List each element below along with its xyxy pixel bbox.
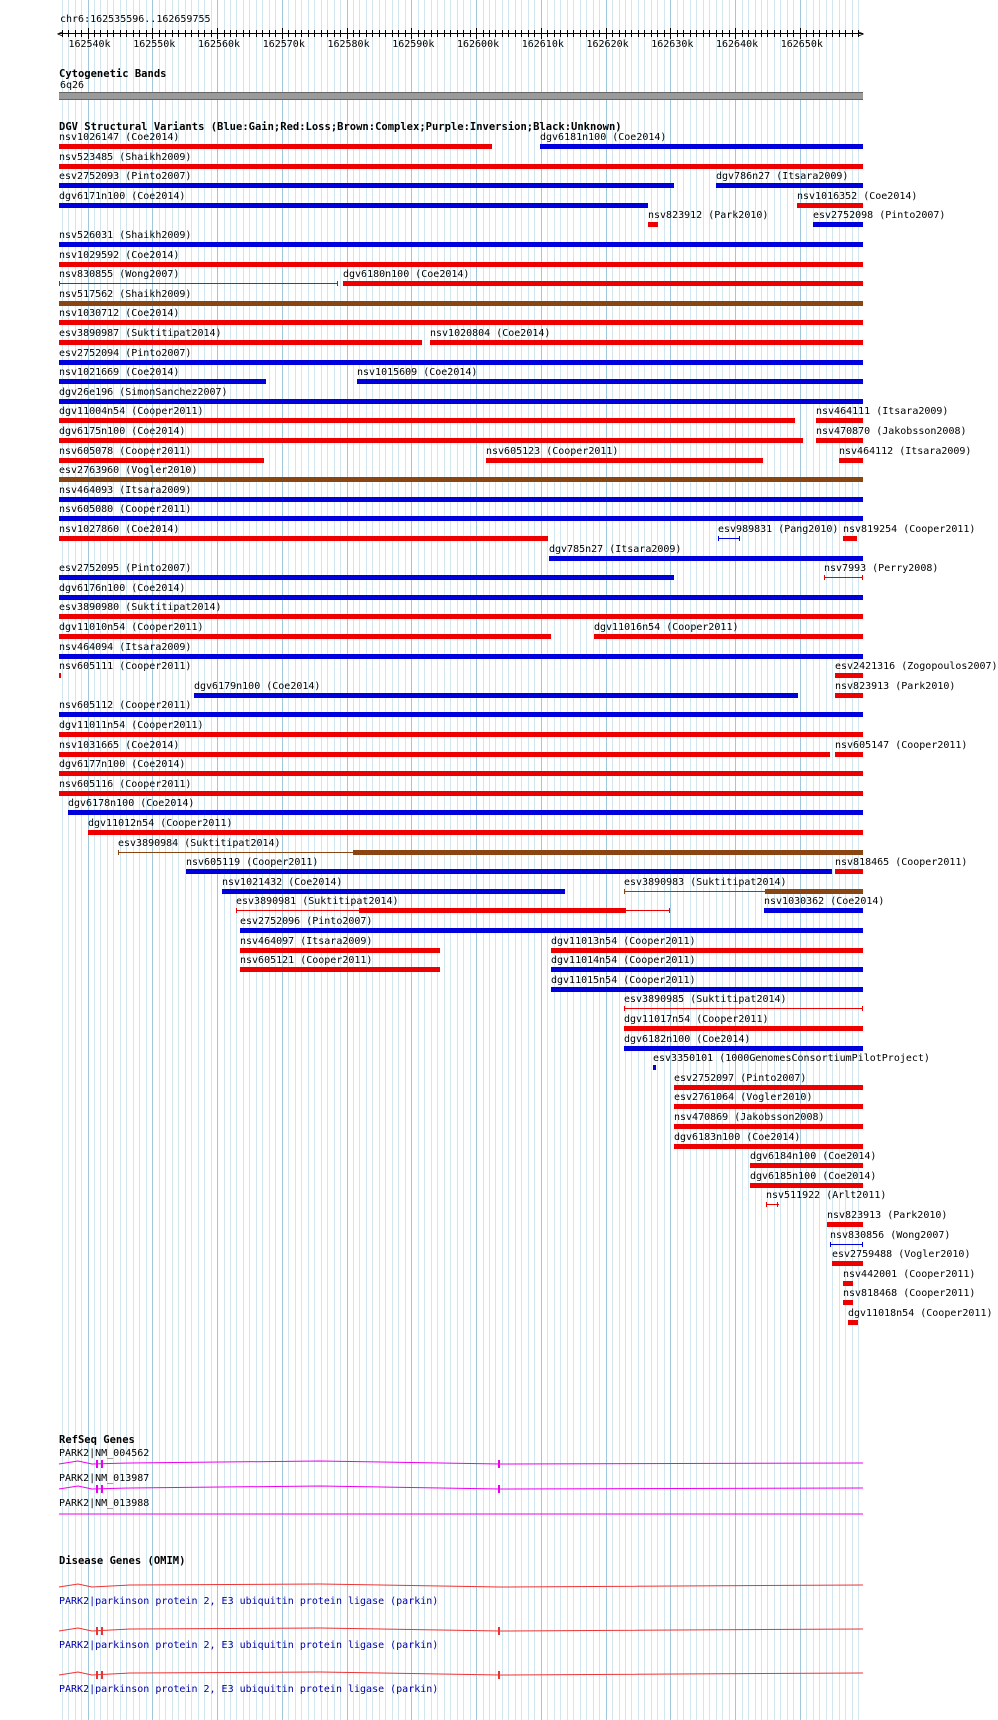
variant-bar-loss[interactable]: [59, 634, 551, 639]
variant-label: esv2752094 (Pinto2007): [59, 347, 192, 359]
variant-bar-loss[interactable]: [750, 1183, 863, 1188]
variant-bar-complex[interactable]: [59, 301, 863, 306]
position-ruler[interactable]: [0, 24, 890, 48]
variant-label: nsv605121 (Cooper2011): [240, 955, 373, 967]
ruler-left-arrow-icon: <: [57, 29, 64, 40]
variant-bar-loss[interactable]: [59, 614, 863, 619]
variant-label: esv989831 (Pang2010): [718, 524, 839, 535]
refseq-gene-label: PARK2|NM_013988: [59, 1498, 150, 1509]
variant-bar-loss[interactable]: [59, 144, 492, 149]
variant-label: esv2752097 (Pinto2007): [674, 1072, 807, 1084]
variant-bar-loss[interactable]: [750, 1163, 863, 1168]
variant-label: nsv517562 (Shaikh2009): [59, 288, 192, 300]
variant-bar-loss[interactable]: [551, 948, 863, 953]
track-title-cytogenetic-bands[interactable]: Cytogenetic Bands: [59, 68, 167, 80]
omim-gene-model[interactable]: [0, 1666, 890, 1682]
refseq-gene-model[interactable]: [0, 1481, 890, 1497]
variant-bar-loss[interactable]: [674, 1124, 863, 1129]
variant-label: esv3890987 (Suktitipat2014): [59, 328, 222, 339]
variant-bar-loss[interactable]: [59, 164, 863, 169]
ruler-tick-label: 162620k: [586, 39, 629, 50]
intron-line: [59, 1486, 863, 1489]
variant-bar-end-cap[interactable]: [236, 908, 237, 913]
variant-bar-gain[interactable]: [59, 497, 863, 502]
exon-block: [498, 1460, 500, 1468]
intron-line: [59, 1461, 863, 1464]
variant-bar-gain[interactable]: [59, 399, 863, 404]
ruler-tick-label: 162560k: [197, 39, 241, 50]
ruler-tick-label: 162640k: [715, 39, 759, 50]
exon-block: [96, 1627, 98, 1635]
variant-label: nsv1027860 (Coe2014): [59, 524, 180, 535]
variant-label: esv2421316 (Zogopoulos2007): [835, 661, 998, 673]
variant-bar-gain[interactable]: [194, 693, 798, 698]
variant-label: nsv818468 (Cooper2011): [843, 1288, 976, 1300]
variant-bar-loss[interactable]: [843, 1300, 853, 1305]
variant-label: nsv1016352 (Coe2014): [797, 190, 918, 202]
variant-label: nsv605147 (Cooper2011): [835, 739, 968, 751]
variant-bar-gain[interactable]: [549, 556, 863, 561]
variant-label: esv2763960 (Vogler2010): [59, 465, 198, 477]
variant-label: nsv605116 (Cooper2011): [59, 778, 192, 790]
variant-bar-gain[interactable]: [357, 379, 863, 384]
variant-bar-gain[interactable]: [653, 1065, 656, 1070]
variant-bar-end-cap[interactable]: [830, 1242, 831, 1247]
variant-bar-loss[interactable]: [59, 262, 863, 267]
variant-bar-complex[interactable]: [118, 852, 353, 853]
variant-bar-loss[interactable]: [88, 830, 863, 835]
variant-label: dgv11017n54 (Cooper2011): [624, 1014, 769, 1025]
variant-bar-loss[interactable]: [240, 967, 440, 972]
variant-bar-complex[interactable]: [59, 477, 863, 482]
variant-label: dgv786n27 (Itsara2009): [716, 171, 849, 183]
variant-label: nsv823913 (Park2010): [827, 1210, 948, 1221]
cytoband-label: 6q26: [60, 80, 85, 91]
variant-bar-end-cap[interactable]: [766, 1202, 767, 1207]
variant-bar-gain[interactable]: [59, 242, 863, 247]
variant-bar-end-cap[interactable]: [718, 536, 719, 541]
variant-label: dgv6178n100 (Coe2014): [68, 798, 195, 810]
variant-bar-loss[interactable]: [835, 752, 863, 757]
variant-bar-loss[interactable]: [594, 634, 863, 639]
variant-bar-end-cap[interactable]: [862, 575, 863, 580]
variant-label: dgv11014n54 (Cooper2011): [551, 955, 696, 967]
variant-label: nsv442001 (Cooper2011): [843, 1268, 976, 1280]
variant-label: esv2752093 (Pinto2007): [59, 171, 192, 183]
variant-bar-end-cap[interactable]: [60, 673, 61, 678]
variant-bar-loss[interactable]: [674, 1085, 863, 1090]
variant-label: nsv464097 (Itsara2009): [240, 935, 373, 947]
coordinate-title: chr6:162535596..162659755: [60, 14, 211, 25]
variant-bar-loss[interactable]: [816, 418, 863, 423]
variant-bar-loss[interactable]: [816, 438, 863, 443]
variant-label: esv3890985 (Suktitipat2014): [624, 994, 787, 1006]
omim-gene-label[interactable]: PARK2|parkinson protein 2, E3 ubiquitin protein ligase (parkin): [59, 1684, 439, 1695]
variant-label: nsv464094 (Itsara2009): [59, 641, 192, 653]
variant-label: nsv1030362 (Coe2014): [764, 896, 885, 908]
ruler-tick-label: 162650k: [780, 39, 823, 50]
variant-label: nsv464111 (Itsara2009): [816, 406, 949, 418]
variant-bar-loss[interactable]: [827, 1222, 863, 1227]
exon-block: [498, 1627, 500, 1635]
variant-label: nsv1031665 (Coe2014): [59, 739, 180, 751]
variant-label: esv2761064 (Vogler2010): [674, 1092, 813, 1104]
variant-bar-complex[interactable]: [765, 889, 863, 894]
exon-block: [96, 1485, 98, 1493]
variant-bar-gain[interactable]: [813, 222, 863, 227]
variant-bar-loss[interactable]: [843, 1281, 853, 1286]
ruler-right-arrow-icon: >: [858, 29, 865, 40]
variant-bar-gain[interactable]: [59, 516, 863, 521]
variant-label: dgv6184n100 (Coe2014): [750, 1151, 877, 1163]
variant-bar-end-cap[interactable]: [777, 1202, 778, 1207]
variant-bar-loss[interactable]: [835, 673, 863, 678]
variant-label: esv2752095 (Pinto2007): [59, 563, 192, 575]
variant-bar-gain[interactable]: [551, 987, 863, 992]
omim-gene-model[interactable]: [0, 1578, 890, 1594]
ruler-tick-label: 162590k: [392, 39, 435, 50]
variant-label: nsv1029592 (Coe2014): [59, 249, 180, 261]
ruler-tick-label: 162600k: [456, 39, 500, 50]
variant-label: dgv26e196 (SimonSanchez2007): [59, 386, 228, 398]
variant-bar-loss[interactable]: [343, 281, 863, 286]
ruler-tick-label: 162630k: [651, 39, 694, 50]
track-title-refseq-genes[interactable]: RefSeq Genes: [59, 1434, 135, 1446]
variant-label: nsv1021432 (Coe2014): [222, 876, 343, 888]
variant-label: dgv11013n54 (Cooper2011): [551, 935, 696, 947]
omim-gene-label[interactable]: PARK2|parkinson protein 2, E3 ubiquitin protein ligase (parkin): [59, 1640, 439, 1651]
variant-bar-loss[interactable]: [59, 771, 863, 776]
intron-line: [59, 1584, 863, 1587]
variant-bar-gain[interactable]: [718, 538, 740, 539]
refseq-gene-model[interactable]: [0, 1456, 890, 1472]
exon-block: [101, 1627, 103, 1635]
variant-label: dgv11015n54 (Cooper2011): [551, 974, 696, 986]
variant-label: esv2759488 (Vogler2010): [832, 1249, 971, 1261]
variant-label: dgv785n27 (Itsara2009): [549, 543, 682, 555]
variant-bar-loss[interactable]: [359, 908, 626, 913]
variant-bar-loss[interactable]: [59, 458, 264, 463]
variant-label: nsv819254 (Cooper2011): [843, 524, 976, 535]
exon-block: [101, 1485, 103, 1493]
variant-bar-loss[interactable]: [59, 438, 803, 443]
variant-label: nsv7993 (Perry2008): [824, 563, 939, 575]
ruler-tick-label: 162570k: [262, 39, 305, 50]
variant-bar-loss[interactable]: [832, 1261, 863, 1266]
variant-label: dgv11018n54 (Cooper2011): [848, 1308, 993, 1319]
variant-label: esv2752096 (Pinto2007): [240, 916, 373, 927]
variant-bar-loss[interactable]: [59, 752, 830, 757]
variant-bar-loss[interactable]: [648, 222, 658, 227]
variant-label: nsv464112 (Itsara2009): [839, 445, 972, 457]
variant-label: dgv6181n100 (Coe2014): [540, 132, 667, 143]
variant-bar-loss[interactable]: [674, 1104, 863, 1109]
variant-bar-loss[interactable]: [624, 1026, 863, 1031]
variant-bar-gain[interactable]: [764, 908, 863, 913]
track-title-disease-genes[interactable]: Disease Genes (OMIM): [59, 1555, 186, 1567]
variant-label: nsv523485 (Shaikh2009): [59, 151, 192, 163]
exon-block: [498, 1485, 500, 1493]
variant-bar-end-cap[interactable]: [739, 536, 740, 541]
variant-label: nsv1015609 (Coe2014): [357, 367, 478, 379]
variant-label: nsv470869 (Jakobsson2008): [674, 1112, 825, 1123]
variant-label: nsv1030712 (Coe2014): [59, 308, 180, 320]
variant-bar-loss[interactable]: [843, 536, 857, 541]
variant-label: nsv1026147 (Coe2014): [59, 132, 180, 143]
variant-label: dgv11010n54 (Cooper2011): [59, 622, 204, 633]
variant-label: nsv605080 (Cooper2011): [59, 504, 192, 516]
variant-label: dgv6185n100 (Coe2014): [750, 1170, 877, 1182]
variant-bar-loss[interactable]: [839, 458, 863, 463]
variant-label: esv3890984 (Suktitipat2014): [118, 837, 281, 849]
variant-bar-end-cap[interactable]: [118, 850, 119, 855]
variant-bar-end-cap[interactable]: [337, 281, 338, 286]
variant-bar-gain[interactable]: [59, 360, 863, 365]
variant-label: dgv11004n54 (Cooper2011): [59, 406, 204, 418]
exon-block: [101, 1671, 103, 1679]
variant-bar-gain[interactable]: [59, 575, 674, 580]
variant-label: nsv605112 (Cooper2011): [59, 700, 192, 712]
variant-label: nsv605119 (Cooper2011): [186, 857, 319, 869]
exon-block: [101, 1460, 103, 1468]
refseq-gene-label: PARK2|NM_004562: [59, 1448, 150, 1459]
variant-bar-gain[interactable]: [551, 967, 863, 972]
variant-bar-gain[interactable]: [59, 183, 674, 188]
variant-bar-gain[interactable]: [186, 869, 832, 874]
variant-label: dgv6175n100 (Coe2014): [59, 426, 186, 437]
variant-bar-end-cap[interactable]: [59, 281, 60, 286]
variant-label: nsv830856 (Wong2007): [830, 1229, 951, 1241]
variant-bar-end-cap[interactable]: [624, 889, 625, 894]
variant-label: nsv605111 (Cooper2011): [59, 661, 192, 673]
variant-label: nsv470870 (Jakobsson2008): [816, 426, 967, 437]
track-title-dgv-structural-variants[interactable]: DGV Structural Variants (Blue:Gain;Red:Loss;Brown:Complex;Purple:Inversion;Black:Unknown): [59, 121, 622, 133]
variant-bar-gain[interactable]: [59, 595, 863, 600]
variant-bar-loss[interactable]: [59, 791, 863, 796]
variant-label: dgv6183n100 (Coe2014): [674, 1131, 801, 1143]
variant-bar-gain[interactable]: [222, 889, 565, 894]
exon-block: [498, 1671, 500, 1679]
cytoband-bar[interactable]: [59, 92, 863, 100]
variant-bar-end-cap[interactable]: [862, 1242, 863, 1247]
variant-label: esv3890983 (Suktitipat2014): [624, 876, 787, 888]
variant-bar-gain[interactable]: [59, 712, 863, 717]
variant-label: dgv11016n54 (Cooper2011): [594, 622, 739, 633]
variant-bar-loss[interactable]: [824, 577, 863, 578]
variant-label: nsv818465 (Cooper2011): [835, 857, 968, 869]
variant-bar-loss[interactable]: [59, 320, 863, 325]
omim-gene-model[interactable]: [0, 1622, 890, 1638]
variant-label: esv2752098 (Pinto2007): [813, 210, 946, 222]
omim-gene-label[interactable]: PARK2|parkinson protein 2, E3 ubiquitin protein ligase (parkin): [59, 1596, 439, 1607]
variant-bar-loss[interactable]: [59, 418, 795, 423]
exon-block: [96, 1671, 98, 1679]
variant-bar-loss[interactable]: [59, 340, 422, 345]
variant-bar-loss[interactable]: [430, 340, 863, 345]
variant-bar-gain[interactable]: [59, 379, 266, 384]
variant-bar-gain[interactable]: [240, 928, 863, 933]
variant-bar-loss[interactable]: [835, 869, 863, 874]
variant-bar-gain[interactable]: [59, 203, 648, 208]
variant-bar-loss[interactable]: [626, 910, 669, 911]
variant-bar-loss[interactable]: [59, 283, 338, 284]
variant-label: nsv1020804 (Coe2014): [430, 328, 551, 339]
exon-block: [96, 1460, 98, 1468]
variant-bar-loss[interactable]: [848, 1320, 858, 1325]
variant-label: nsv823913 (Park2010): [835, 680, 956, 692]
variant-bar-loss[interactable]: [59, 732, 863, 737]
variant-bar-loss[interactable]: [236, 910, 360, 911]
intron-line: [59, 1628, 863, 1631]
variant-label: nsv823912 (Park2010): [648, 210, 769, 222]
variant-bar-loss[interactable]: [674, 1144, 863, 1149]
variant-label: nsv605123 (Cooper2011): [486, 445, 619, 457]
variant-bar-gain[interactable]: [716, 183, 863, 188]
variant-bar-loss[interactable]: [486, 458, 763, 463]
variant-label: dgv11011n54 (Cooper2011): [59, 720, 204, 731]
variant-label: esv3890980 (Suktitipat2014): [59, 602, 222, 614]
variant-label: nsv605078 (Cooper2011): [59, 445, 192, 457]
variant-label: esv3350101 (1000GenomesConsortiumPilotProject): [653, 1053, 930, 1065]
variant-bar-loss[interactable]: [59, 536, 548, 541]
variant-bar-gain[interactable]: [540, 144, 863, 149]
variant-label: dgv6177n100 (Coe2014): [59, 759, 186, 771]
ruler-tick-label: 162540k: [68, 39, 111, 50]
variant-bar-gain[interactable]: [830, 1244, 863, 1245]
variant-bar-gain[interactable]: [624, 1046, 863, 1051]
refseq-gene-label: PARK2|NM_013987: [59, 1473, 150, 1484]
variant-label: nsv830855 (Wong2007): [59, 269, 180, 281]
variant-bar-end-cap[interactable]: [862, 1006, 863, 1011]
variant-label: dgv6180n100 (Coe2014): [343, 269, 470, 281]
variant-label: dgv6171n100 (Coe2014): [59, 190, 186, 202]
ruler-tick-label: 162610k: [521, 39, 564, 50]
variant-label: nsv511922 (Arlt2011): [766, 1190, 887, 1202]
variant-bar-complex[interactable]: [353, 850, 863, 855]
variant-bar-loss[interactable]: [797, 203, 863, 208]
ruler-tick-label: 162550k: [133, 39, 176, 50]
variant-bar-end-cap[interactable]: [669, 908, 670, 913]
refseq-gene-model[interactable]: [0, 1506, 890, 1522]
variant-bar-complex[interactable]: [624, 891, 765, 892]
variant-bar-gain[interactable]: [68, 810, 863, 815]
variant-bar-loss[interactable]: [624, 1008, 863, 1009]
variant-label: nsv464093 (Itsara2009): [59, 484, 192, 496]
variant-label: dgv6182n100 (Coe2014): [624, 1033, 751, 1045]
variant-label: dgv11012n54 (Cooper2011): [88, 818, 233, 829]
ruler-tick-label: 162580k: [327, 39, 370, 50]
variant-label: nsv526031 (Shaikh2009): [59, 230, 192, 241]
variant-label: dgv6176n100 (Coe2014): [59, 582, 186, 594]
intron-line: [59, 1672, 863, 1675]
variant-bar-end-cap[interactable]: [624, 1006, 625, 1011]
variant-label: dgv6179n100 (Coe2014): [194, 680, 321, 692]
variant-bar-end-cap[interactable]: [824, 575, 825, 580]
variant-bar-loss[interactable]: [835, 693, 863, 698]
variant-bar-loss[interactable]: [240, 948, 440, 953]
variant-label: nsv1021669 (Coe2014): [59, 367, 180, 379]
variant-label: esv3890981 (Suktitipat2014): [236, 896, 399, 908]
variant-bar-gain[interactable]: [59, 654, 863, 659]
